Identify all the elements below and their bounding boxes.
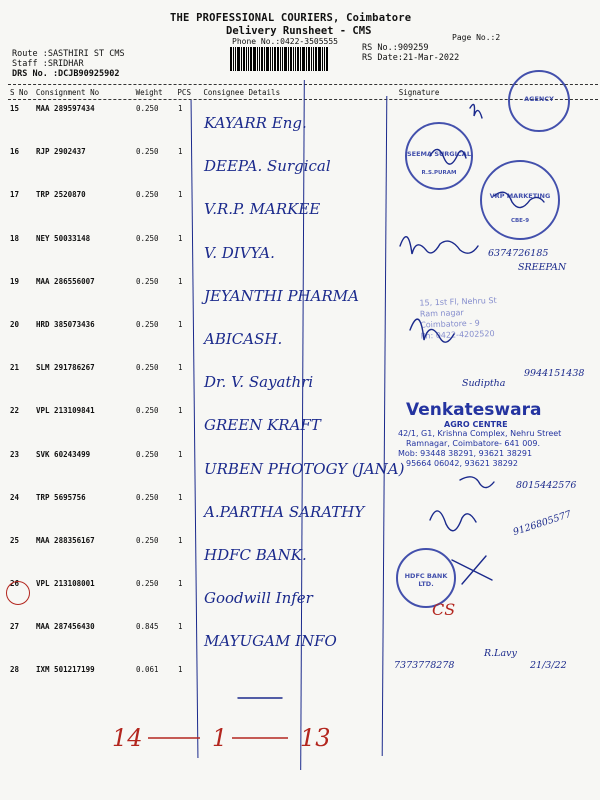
consignment-no: MAA 286556007	[36, 276, 95, 286]
weight: 0.250	[136, 276, 159, 286]
sno: 16	[10, 147, 20, 157]
consignee-details: KAYARR Eng.	[204, 114, 307, 132]
weight: 0.250	[136, 319, 159, 329]
pcs: 1	[178, 665, 183, 675]
consignment-no: RJP 2902437	[36, 147, 86, 157]
runsheet-title: Delivery Runsheet - CMS	[226, 25, 372, 37]
consignment-no: IXM 501217199	[36, 665, 95, 675]
consignee-details: V. DIVYA.	[204, 243, 275, 262]
col-weight: Weight	[135, 87, 163, 97]
consignee-details: Goodwill Infer	[204, 589, 313, 608]
weight: 0.250	[136, 492, 159, 502]
pcs: 1	[178, 363, 183, 373]
agency-stamp: AGENCY	[508, 70, 570, 132]
pcs: 1	[178, 190, 183, 200]
phone-27: 7373778278	[394, 660, 455, 671]
consignment-no: VPL 213109841	[36, 406, 95, 416]
sno: 22	[10, 406, 20, 416]
weight: 0.845	[136, 622, 159, 632]
date-27: 21/3/22	[530, 660, 567, 671]
consignment-no: SVK 60243499	[36, 449, 91, 459]
phone-21: 9944151438	[524, 368, 585, 379]
consignee-details: A.PARTHA SARATHY	[204, 502, 365, 521]
phone-24: 9126805577	[511, 508, 573, 539]
tally-right: 13	[300, 724, 331, 752]
consignment-no: HRD 385073436	[36, 319, 95, 329]
rs-number: RS No.:909259	[362, 43, 429, 53]
weight: 0.250	[136, 406, 159, 416]
signature-27: R.Lavy	[484, 648, 517, 659]
sno: 25	[10, 535, 20, 545]
weight: 0.250	[136, 535, 159, 545]
consignee-details: DEEPA. Surgical	[204, 157, 331, 176]
consignment-no: VPL 213108001	[36, 579, 95, 589]
weight: 0.250	[136, 190, 159, 200]
pcs: 1	[178, 406, 183, 416]
tally-mid: 1	[212, 724, 228, 752]
col-pcs: PCS	[177, 87, 191, 97]
pcs: 1	[178, 492, 183, 502]
agro-sub: AGRO CENTRE	[444, 420, 508, 429]
agro-address-2: Ramnagar, Coimbatore- 641 009.	[406, 439, 541, 448]
sno: 19	[10, 276, 20, 286]
pcs: 1	[178, 147, 183, 157]
consignment-no: MAA 288356167	[36, 535, 95, 545]
phone-number: Phone No.:0422-3505555	[232, 37, 338, 46]
consignee-details: MAYUGAM INFO	[204, 632, 337, 651]
col-consignment: Consignment No	[35, 87, 100, 97]
consignment-no: TRP 2520870	[36, 190, 86, 200]
weight: 0.250	[136, 147, 159, 157]
col-sno: S No	[10, 87, 29, 97]
consignee-details: GREEN KRAFT	[204, 416, 321, 435]
vrp-marketing-stamp: VRP MARKETING CBE-9	[480, 160, 560, 240]
consignment-no: MAA 287456430	[36, 622, 95, 632]
seema-surgical-stamp: SEEMA SURGICAL R.S.PURAM	[405, 122, 473, 190]
page-number: Page No.:2	[452, 33, 501, 42]
drs-number: DRS No. :DCJB90925902	[12, 69, 120, 79]
sno: 23	[10, 449, 20, 459]
weight: 0.061	[136, 665, 159, 675]
pcs: 1	[178, 535, 183, 545]
agro-address-1: 42/1, G1, Krishna Complex, Nehru Street	[398, 429, 562, 438]
consignment-no: MAA 289597434	[36, 104, 95, 113]
pcs: 1	[178, 449, 183, 459]
col-consignee: Consignee Details	[203, 87, 281, 97]
agro-name: Venkateswara	[406, 400, 542, 420]
consignee-details: JEYANTHI PHARMA	[204, 286, 359, 305]
pcs: 1	[178, 276, 183, 286]
pcs: 1	[178, 104, 183, 113]
consignee-details: Dr. V. Sayathri	[204, 373, 314, 392]
col-signature: Signature	[398, 87, 440, 97]
staff: Staff :SRIDHAR	[12, 59, 84, 69]
sno: 17	[10, 190, 20, 200]
weight: 0.250	[136, 363, 159, 373]
pcs: 1	[178, 579, 183, 589]
faded-address-stamp: 15, 1st Fl, Nehru St Ram nagar Coimbatore - 9 Ph: 0422-4202520	[419, 295, 497, 341]
sno: 26	[10, 579, 20, 589]
tally-left: 14	[112, 724, 143, 752]
consignment-no: SLM 291786267	[36, 363, 95, 373]
consignee-details: V.R.P. MARKEE	[204, 200, 321, 219]
name-21: Sudiptha	[462, 378, 506, 389]
pcs: 1	[178, 622, 183, 632]
consignee-details: HDFC BANK.	[204, 545, 307, 564]
weight: 0.250	[136, 233, 159, 243]
name-18: SREEPAN	[518, 262, 567, 273]
consignment-no: NEY 50033148	[36, 233, 91, 243]
phone-23: 8015442576	[516, 480, 577, 491]
pcs: 1	[178, 233, 183, 243]
sno: 24	[10, 492, 20, 502]
consignee-details: URBEN PHOTOGY (JANA)	[204, 459, 405, 478]
sno: 28	[10, 665, 20, 675]
route: Route :SASTHIRI ST CMS	[12, 49, 125, 59]
sno: 27	[10, 622, 20, 632]
mark-26: CS	[432, 600, 456, 619]
sno: 18	[10, 233, 20, 243]
weight: 0.250	[136, 579, 159, 589]
agro-mobile-1: Mob: 93448 38291, 93621 38291	[398, 449, 533, 458]
weight: 0.250	[136, 449, 159, 459]
hdfc-bank-stamp: HDFC BANK LTD.	[396, 548, 456, 608]
rs-date: RS Date:21-Mar-2022	[362, 53, 460, 63]
agro-mobile-2: 95664 06042, 93621 38292	[406, 459, 518, 468]
consignment-no: TRP 5695756	[36, 492, 86, 502]
pcs: 1	[178, 319, 183, 329]
phone-18: 6374726185	[488, 248, 549, 259]
sno: 20	[10, 319, 20, 329]
sno: 21	[10, 363, 20, 373]
company-title: THE PROFESSIONAL COURIERS, Coimbatore	[170, 12, 412, 24]
sno: 15	[10, 104, 20, 113]
weight: 0.250	[136, 104, 159, 113]
consignee-details: ABICASH.	[204, 329, 283, 348]
